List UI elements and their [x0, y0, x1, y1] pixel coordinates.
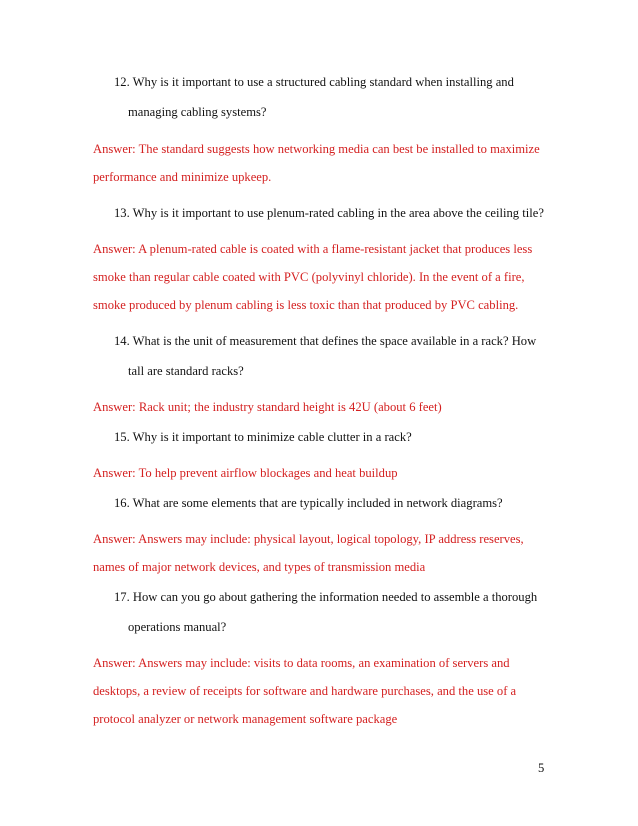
- answer-line: protocol analyzer or network management software package: [93, 712, 398, 726]
- question-line: 16. What are some elements that are typically included in network diagrams?: [114, 496, 503, 510]
- page-number: 5: [538, 761, 545, 775]
- question-line: operations manual?: [128, 620, 227, 634]
- question-line: tall are standard racks?: [128, 364, 244, 378]
- answer-line: performance and minimize upkeep.: [93, 170, 272, 184]
- answer-line: Answer: To help prevent airflow blockages and heat buildup: [93, 466, 398, 480]
- question-line: 17. How can you go about gathering the information needed to assemble a thorough: [114, 590, 538, 604]
- answer-line: Answer: A plenum-rated cable is coated with a flame-resistant jacket that produces less: [93, 242, 533, 256]
- question-line: managing cabling systems?: [128, 105, 267, 119]
- answer-line: names of major network devices, and types of transmission media: [93, 560, 426, 574]
- answer-line: Answer: Answers may include: physical layout, logical topology, IP address reserves,: [93, 532, 524, 546]
- answer-line: desktops, a review of receipts for software and hardware purchases, and the use of a: [93, 684, 517, 698]
- answer-line: smoke than regular cable coated with PVC (polyvinyl chloride). In the event of a fire,: [93, 270, 525, 284]
- answer-line: Answer: Answers may include: visits to data rooms, an examination of servers and: [93, 656, 510, 670]
- answer-line: Answer: Rack unit; the industry standard height is 42U (about 6 feet): [93, 400, 442, 414]
- answer-line: Answer: The standard suggests how networking media can best be installed to maximize: [93, 142, 540, 156]
- question-line: 12. Why is it important to use a structured cabling standard when installing and: [114, 75, 514, 89]
- question-line: 13. Why is it important to use plenum-rated cabling in the area above the ceiling tile?: [114, 206, 544, 220]
- answer-line: smoke produced by plenum cabling is less toxic than that produced by PVC cabling.: [93, 298, 519, 312]
- question-line: 15. Why is it important to minimize cable clutter in a rack?: [114, 430, 412, 444]
- question-line: 14. What is the unit of measurement that defines the space available in a rack? How: [114, 334, 537, 348]
